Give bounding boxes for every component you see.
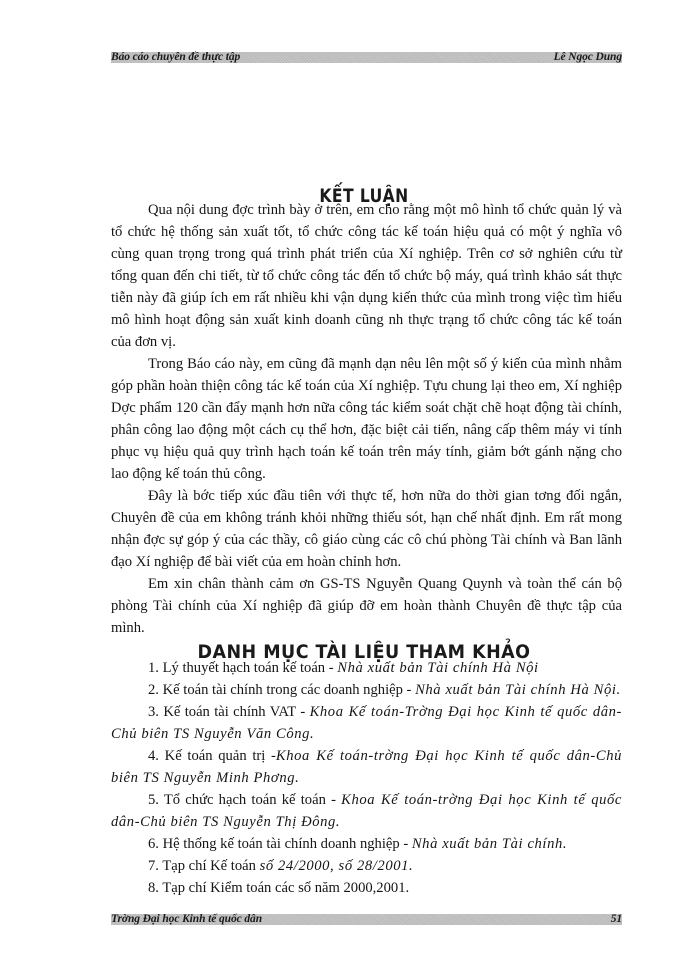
conclusion-paragraph: Qua nội dung đợc trình bày ở trên, em cho rằng một mô hình tổ chức quản lý và tổ chức hệ thống sản xuất tốt, tổ chức công tác kế toán hiệu quả có một ý nghĩa vô cùng quan trọng trong quá trình phát triển của Xí nghiệp. Trên cơ sở nghiên cứu từ tổng quan đến chi tiết, từ tổ chức công tác đến tổ chức bộ máy, quá trình khảo sát thực tiễn này đã giúp ích em rất nhiều khi vận dụng kiến thức của mình trong việc tìm hiểu mô hình hoạt động sản xuất kinh doanh cũng nh thực trạng tổ chức công tác kế toán của đơn vị.: [111, 202, 622, 350]
reference-source: Khoa Kế toán-trờng Đại học Kinh tế quốc dân-Chủ biên TS Nguyễn Minh Phơng.: [111, 748, 623, 786]
references-heading: DANH MỤC TÀI LIỆU THAM KHẢO: [197, 641, 531, 663]
conclusion-paragraph: Trong Báo cáo này, em cũng đã mạnh dạn nêu lên một số ý kiến của mình nhằm góp phần hoàn thiện công tác kế toán của Xí nghiệp. Tựu chung lại theo em, Xí nghiệp Dợc phẩm 120 cần đẩy mạnh hơn nữa công tác kiểm soát chặt chẽ hoạt động tài chính, phân công lao động một cách cụ thể hơn, đặc biệt cải tiến, nâng cấp thêm máy vi tính phục vụ hiệu quả quy trình hạch toán kế toán trên máy tính, giảm bớt gánh nặng cho lao động kế toán thủ công.: [111, 356, 622, 482]
reference-title: 7. Tạp chí Kế toán: [148, 858, 260, 874]
reference-item: [111, 789, 622, 833]
reference-title: 1. Lý thuyết hạch toán kế toán -: [148, 660, 338, 676]
conclusion-heading: KẾT LUẬN: [319, 185, 409, 207]
reference-source: Khoa Kế toán-Trờng Đại học Kinh tế quốc dân-Chủ biên TS Nguyễn Văn Công.: [111, 704, 622, 742]
header-author-name: Lê Ngọc Dung: [553, 51, 622, 63]
reference-title: 4. Kế toán quản trị -: [148, 748, 276, 764]
reference-source: Nhà xuất bản Tài chính Hà Nội: [337, 660, 539, 676]
conclusion-paragraph: Đây là bớc tiếp xúc đầu tiên với thực tế, hơn nữa do thời gian tơng đối ngắn, Chuyên đề của em không tránh khỏi những thiếu sót, hạn chế nhất định. Em rất mong nhận đợc sự góp ý của các thầy, cô giáo cùng các cô chú phòng Tài chính và Ban lãnh đạo Xí nghiệp để bài viết của em hoàn chỉnh hơn.: [111, 488, 622, 570]
reference-source: Khoa Kế toán-trờng Đại học Kinh tế quốc dân-Chủ biên TS Nguyễn Thị Đông.: [111, 792, 622, 830]
reference-item: [111, 745, 622, 789]
reference-title: 6. Hệ thống kế toán tài chính doanh nghiệp -: [148, 836, 412, 852]
reference-item: [111, 657, 622, 679]
reference-source: Nhà xuất bản Tài chính.: [411, 836, 568, 852]
page-header: [111, 52, 622, 63]
reference-source: số 24/2000, số 28/2001.: [259, 858, 414, 874]
reference-title: 8. Tạp chí Kiểm toán các số năm 2000,2001.: [148, 880, 410, 896]
reference-item: [111, 855, 622, 877]
reference-item: [111, 679, 622, 701]
footer-institution: Trờng Đại học Kinh tế quốc dân: [111, 913, 262, 925]
page-footer: [111, 914, 622, 925]
reference-source: Nhà xuất bản Tài chính Hà Nội.: [415, 682, 621, 698]
reference-title: 2. Kế toán tài chính trong các doanh nghiệp -: [148, 682, 416, 698]
reference-title: 3. Kế toán tài chính VAT -: [148, 704, 310, 720]
page-number: 51: [610, 913, 622, 925]
reference-title: 5. Tổ chức hạch toán kế toán -: [148, 792, 342, 808]
reference-list: [111, 657, 622, 899]
reference-item: [111, 701, 622, 745]
conclusion-paragraph: Em xin chân thành cảm ơn GS-TS Nguyễn Quang Quynh và toàn thể cán bộ phòng Tài chính của Xí nghiệp đã giúp đỡ em hoàn thành Chuyên đề thực tập của mình.: [111, 576, 622, 636]
conclusion-body: [111, 199, 622, 639]
header-document-title: Báo cáo chuyên đề thực tập: [111, 51, 241, 63]
reference-item: [111, 833, 622, 855]
reference-item: [111, 877, 622, 899]
